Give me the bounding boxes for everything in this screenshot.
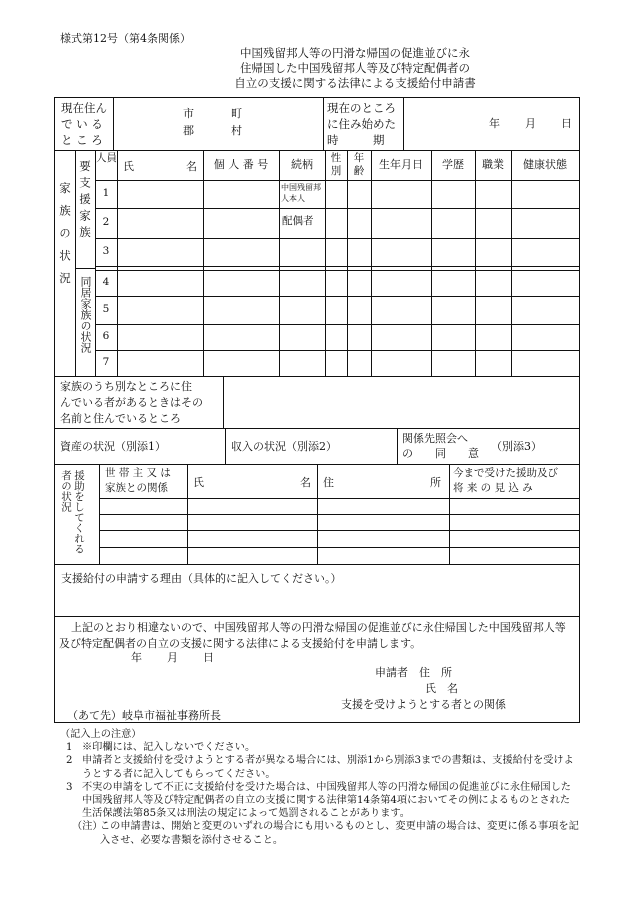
- divider: [95, 180, 579, 181]
- note-number: 2: [66, 755, 73, 767]
- divider: [203, 150, 204, 376]
- note-item: [60, 741, 580, 754]
- note-text: 不実の申請をして不正に支援給付を受けた場合は、中国残留邦人等の円滑な帰国の促進並びに永住帰国した中国残留邦人等及び特定配偶者の自立の支援に関する法律第14条第4項においてその例によるものとされた生活保護法第85条又は刑法の規定によって処罰されることがあります。: [82, 781, 571, 820]
- note-number: 1: [66, 742, 73, 754]
- title-line-3: 自立の支援に関する法律による支援給付申請書: [234, 76, 476, 90]
- city-label: 市: [183, 107, 194, 120]
- row-number: 5: [102, 303, 110, 315]
- divider: [117, 150, 118, 376]
- addressee-label: （あて先）岐阜市福祉事務所長: [67, 709, 221, 722]
- application-reason-label: 支援給付の申請する理由（具体的に記入してください。）: [61, 572, 342, 585]
- supporter-name-column-header: [193, 474, 311, 490]
- needs-support-family-label: 要支援家族: [78, 160, 92, 243]
- separate-family-label: [60, 379, 203, 427]
- divider: [95, 296, 579, 297]
- health-column-header: 健康状態: [523, 158, 567, 171]
- row-number: 2: [102, 216, 110, 228]
- since-year-label: 年: [489, 117, 500, 130]
- relationship-column-header: 続柄: [291, 158, 313, 171]
- row-number: 1: [102, 187, 110, 199]
- declaration-day-label: 日: [203, 651, 214, 664]
- divider: [99, 498, 579, 499]
- assets-status-label: 資産の状況（別添1）: [60, 440, 166, 453]
- divider: [431, 150, 432, 376]
- support-history-column-header: [453, 466, 558, 496]
- divider: [325, 150, 326, 376]
- divider: [95, 238, 579, 239]
- row-number: 6: [102, 330, 110, 342]
- declaration-month-label: 月: [167, 651, 178, 664]
- separate-family-line: んでいる者があるときはその: [60, 396, 203, 409]
- income-status-label: 収入の状況（別添2）: [231, 440, 337, 453]
- divider: [95, 266, 579, 267]
- since-label-line: 時 期: [327, 133, 385, 147]
- divider: [55, 376, 579, 377]
- history-header-line: 今まで受けた援助及び: [453, 467, 558, 479]
- divider: [279, 150, 280, 376]
- note-item: [60, 754, 580, 780]
- individual-number-column-header: 個 人 番 号: [213, 158, 269, 171]
- note-remark-label: （注）: [72, 821, 103, 833]
- declaration-year-label: 年: [131, 651, 142, 664]
- cohabiting-family-label: 同居家族の状況: [79, 276, 92, 353]
- divider: [95, 350, 579, 351]
- sex-column-header: 性別: [330, 152, 342, 177]
- declaration-text: 上記のとおり相違ないので、中国残留邦人等の円滑な帰国の促進並びに永住帰国した中国残留邦人等及び特定配偶者の自立の支援に関する法律による支援給付を申請します。: [59, 621, 566, 650]
- row-number: 4: [102, 276, 110, 288]
- name-header-part: 名: [300, 476, 311, 489]
- notes-heading: （記入上の注意）: [60, 729, 142, 740]
- divider: [99, 514, 579, 515]
- row1-relationship: 中国残留邦人本人: [281, 183, 321, 203]
- divider: [475, 150, 476, 376]
- residence-label: [61, 100, 107, 148]
- divider: [223, 376, 224, 428]
- divider: [99, 530, 579, 531]
- applicant-relation-label: 支援を受けようとする者との関係: [341, 698, 506, 711]
- title-line-2: 住帰国した中国残留邦人等及び特定配偶者の: [240, 61, 470, 75]
- divider: [95, 208, 579, 209]
- residence-since-label: [327, 100, 396, 148]
- residence-label-line: と こ ろ: [61, 133, 103, 147]
- divider: [113, 98, 114, 150]
- occupation-column-header: 職業: [482, 158, 504, 171]
- name-header-part: 氏: [123, 160, 134, 173]
- residence-label-line: 現在住ん: [61, 101, 107, 115]
- name-column-header: [123, 158, 197, 174]
- divider: [397, 428, 398, 464]
- divider: [95, 324, 579, 325]
- birthdate-column-header: 生年月日: [379, 158, 423, 171]
- divider: [403, 98, 404, 150]
- age-column-header: 年齢: [353, 152, 365, 177]
- divider: [511, 150, 512, 376]
- address-header-part: 所: [430, 476, 441, 489]
- title-line-1: 中国残留邦人等の円滑な帰国の促進並びに永: [240, 46, 470, 60]
- divider: [225, 428, 226, 464]
- divider: [55, 564, 579, 565]
- application-form-table: [54, 97, 580, 723]
- note-number: 3: [66, 781, 73, 793]
- divider: [323, 98, 324, 150]
- supporters-label: 援助をしてくれる者の状況: [60, 470, 85, 554]
- address-header-part: 住: [323, 476, 334, 489]
- inquiry-consent-label: [402, 431, 479, 461]
- note-item: [60, 781, 580, 821]
- since-day-label: 日: [561, 117, 572, 130]
- residence-label-line: で い る: [61, 117, 103, 131]
- relation-header-line: 世 帯 主 又 は: [105, 467, 171, 479]
- divider: [55, 428, 579, 429]
- county-label: 郡: [183, 124, 194, 137]
- inquiry-label-line: の 同 意: [402, 447, 479, 460]
- divider: [75, 150, 76, 376]
- note-text: 申請者と支援給付を受けようとする者が異なる場合には、別添1から別添3までの書類は、支援給付を受けようとする者に記入してもらってください。: [82, 755, 574, 780]
- supporter-address-column-header: [323, 474, 441, 490]
- separate-family-line: 家族のうち別なところに住: [60, 380, 192, 393]
- applicant-name-label: 氏 名: [425, 682, 458, 695]
- family-status-label: 家族の状況: [58, 182, 72, 295]
- divider: [55, 150, 579, 151]
- separate-family-line: 名前と住んでいるところ: [60, 412, 181, 425]
- divider: [371, 150, 372, 376]
- history-header-line: 将 来 の 見 込 み: [453, 482, 533, 494]
- note-remark-text: この申請書は、開始と変更のいずれの場合にも用いるものとし、変更申請の場合は、変更に係る事項を記入させ、必要な書類を添付させること。: [100, 821, 579, 846]
- inquiry-attachment-label: （別添3）: [491, 440, 542, 453]
- divider: [95, 270, 579, 271]
- education-column-header: 学歴: [442, 158, 464, 171]
- applicant-address-label: 申請者 住 所: [375, 666, 452, 679]
- village-label: 村: [231, 124, 242, 137]
- since-label-line: に住み始めた: [327, 117, 396, 131]
- divider: [347, 150, 348, 376]
- inquiry-label-line: 関係先照会へ: [402, 432, 468, 445]
- row-number: 7: [102, 356, 110, 368]
- since-month-label: 月: [525, 117, 536, 130]
- form-title: [150, 46, 560, 91]
- note-remark: [60, 820, 580, 846]
- relation-column-header: [105, 466, 171, 496]
- divider: [99, 547, 579, 548]
- filling-notes: [60, 728, 580, 847]
- row-number: 3: [102, 245, 110, 257]
- divider: [55, 616, 579, 617]
- since-label-line: 現在のところ: [327, 101, 396, 115]
- member-column-header: 人員: [96, 152, 117, 164]
- divider: [75, 268, 95, 269]
- town-label: 町: [231, 107, 242, 120]
- row2-relationship: 配偶者: [282, 215, 314, 227]
- name-header-part: 名: [186, 160, 197, 173]
- relation-header-line: 家族との関係: [105, 482, 168, 494]
- form-number: 様式第12号（第4条関係）: [60, 32, 191, 45]
- name-header-part: 氏: [193, 476, 204, 489]
- note-text: ※印欄には、記入しないでください。: [82, 742, 256, 754]
